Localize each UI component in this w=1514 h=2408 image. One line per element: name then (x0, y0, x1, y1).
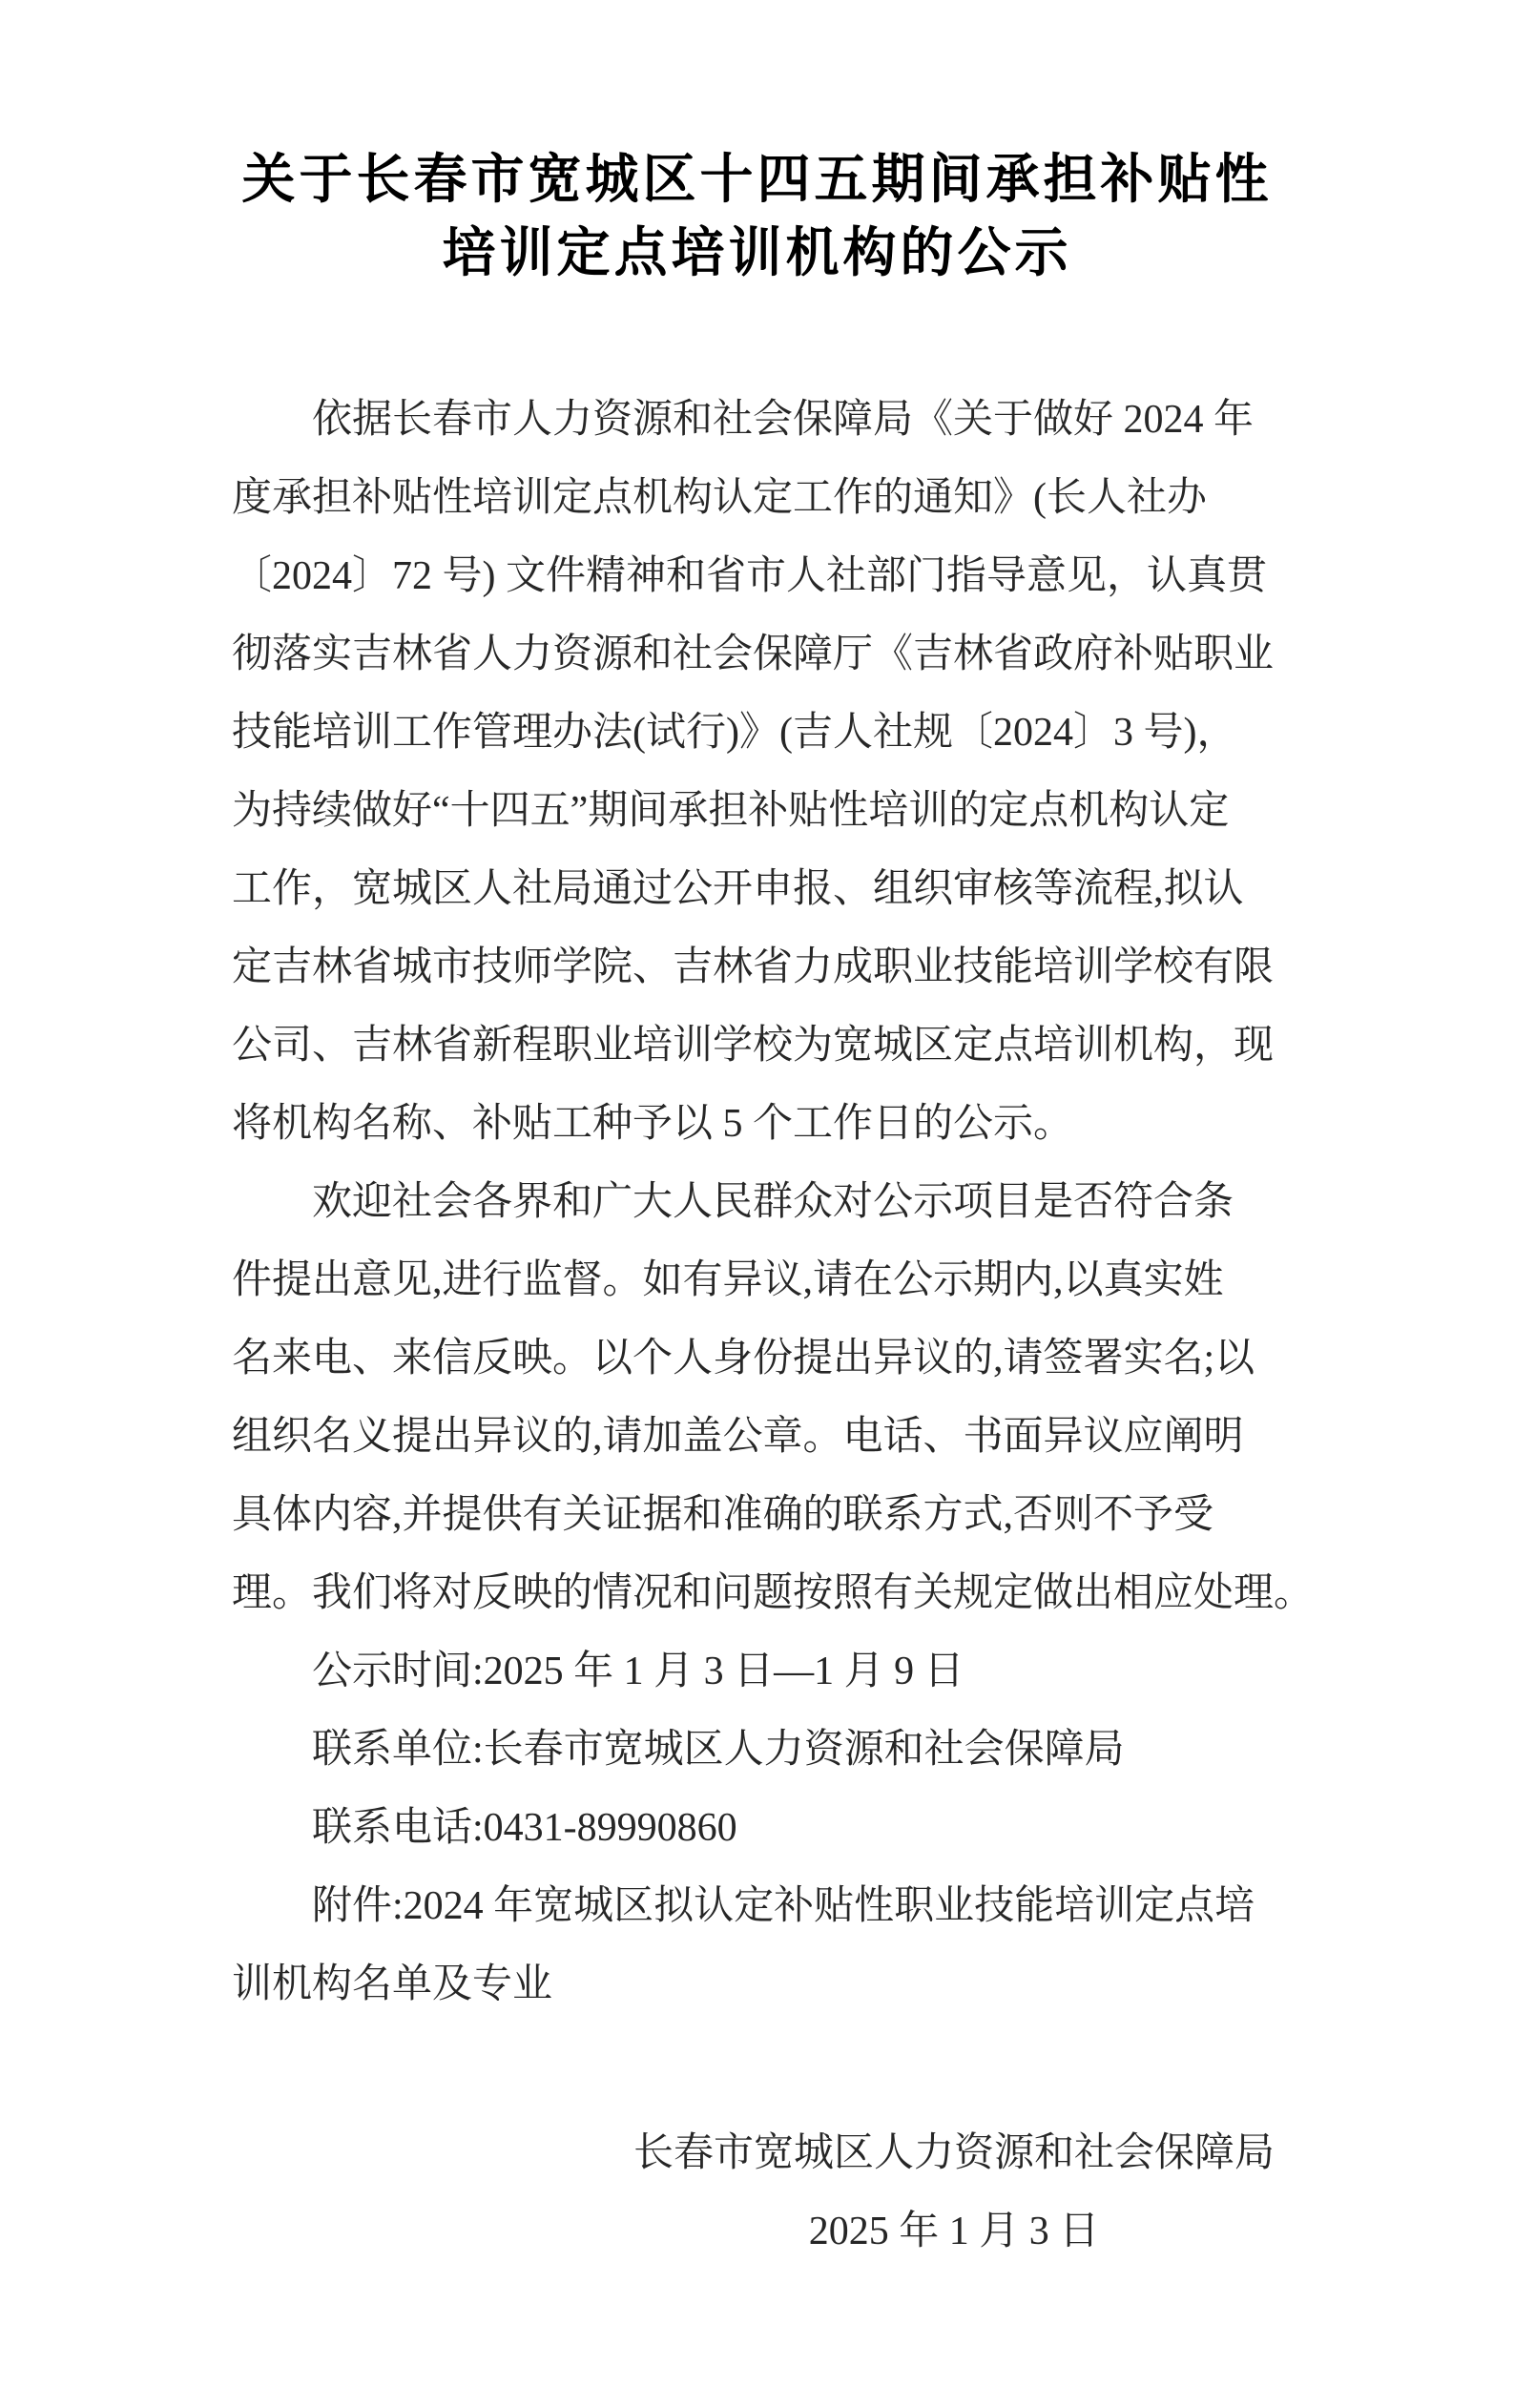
body-line: 具体内容,并提供有关证据和准确的联系方式,否则不予受 (232, 1493, 1214, 1537)
body-line: 训机构名单及专业 (232, 1962, 553, 2006)
body-line: 〔2024〕72 号) 文件精神和省市人社部门指导意见，认真贯 (232, 554, 1267, 598)
body-line: 附件:2024 年宽城区拟认定补贴性职业技能培训定点培 (312, 1884, 1255, 1928)
document-body (232, 381, 1315, 2024)
signature-agency: 长春市宽城区人力资源和社会保障局 (633, 2131, 1275, 2175)
body-line: 联系单位:长春市宽城区人力资源和社会保障局 (312, 1728, 1125, 1772)
body-line: 度承担补贴性培训定点机构认定工作的通知》(长人社办 (232, 476, 1207, 520)
body-line: 将机构名称、补贴工种予以 5 个工作日的公示。 (232, 1102, 1074, 1146)
body-line: 为持续做好“十四五”期间承担补贴性培训的定点机构认定 (232, 789, 1230, 833)
body-line: 件提出意见,进行监督。如有异议,请在公示期内,以真实姓 (232, 1258, 1224, 1302)
body-line: 技能培训工作管理办法(试行)》(吉人社规〔2024〕3 号)， (232, 711, 1237, 755)
signature-block (633, 2114, 1275, 2271)
body-line: 理。我们将对反映的情况和问题按照有关规定做出相应处理。 (232, 1571, 1315, 1615)
document-title (232, 143, 1282, 290)
title-line-2: 培训定点培训机构的公示 (442, 222, 1072, 284)
body-line: 公示时间:2025 年 1 月 3 日—1 月 9 日 (312, 1650, 964, 1693)
body-line: 依据长春市人力资源和社会保障局《关于做好 2024 年 (312, 398, 1255, 442)
body-line: 定吉林省城市技师学院、吉林省力成职业技能培训学校有限 (232, 945, 1275, 989)
body-line: 工作，宽城区人社局通过公开申报、组织审核等流程,拟认 (232, 867, 1244, 911)
body-line: 组织名义提出异议的,请加盖公章。电话、书面异议应阐明 (232, 1415, 1244, 1459)
body-line: 公司、吉林省新程职业培训学校为宽城区定点培训机构，现 (232, 1024, 1275, 1068)
body-line: 欢迎社会各界和广大人民群众对公示项目是否符合条 (312, 1180, 1234, 1224)
title-line-1: 关于长春市宽城区十四五期间承担补贴性 (241, 149, 1273, 211)
body-line: 名来电、来信反映。以个人身份提出异议的,请签署实名;以 (232, 1337, 1255, 1380)
signature-date: 2025 年 1 月 3 日 (808, 2210, 1100, 2253)
body-line: 彻落实吉林省人力资源和社会保障厅《吉林省政府补贴职业 (232, 633, 1275, 676)
body-line: 联系电话:0431-89990860 (312, 1806, 737, 1850)
